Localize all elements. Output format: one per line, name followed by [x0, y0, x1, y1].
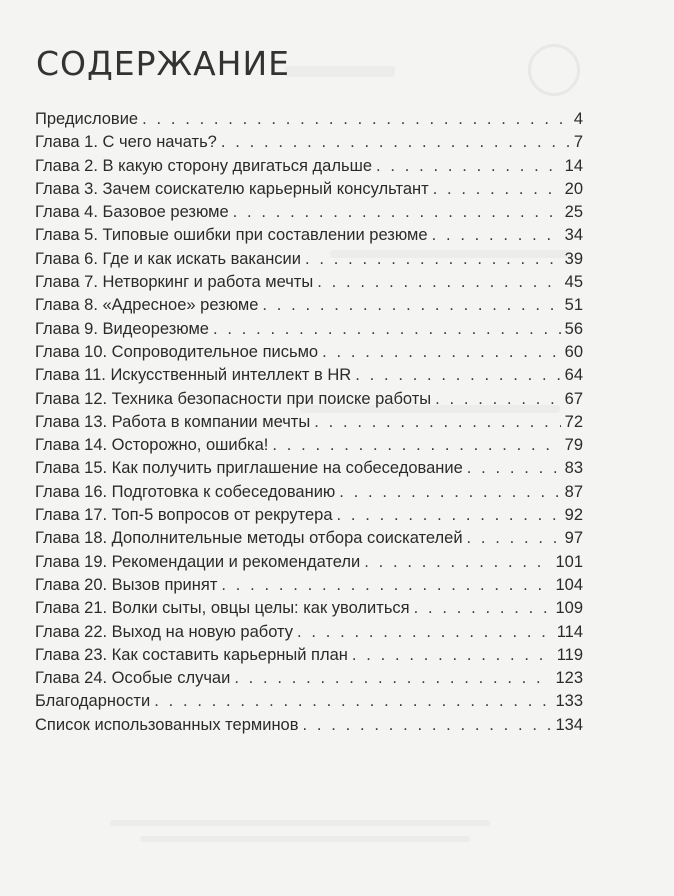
toc-entry: [35, 271, 583, 294]
toc-entry-label: Глава 12. Техника безопасности при поиске работы: [35, 389, 432, 408]
toc-entry-page-number: 87: [564, 482, 583, 501]
toc-entry-label: Глава 18. Дополнительные методы отбора соискателей: [35, 529, 463, 548]
toc-entry-label: Глава 5. Типовые ошибки при составлении резюме: [35, 226, 428, 245]
toc-entry-page-number: 114: [556, 622, 583, 641]
toc-entry-label: Глава 20. Вызов принят: [35, 575, 218, 594]
toc-entry-page-number: 45: [564, 273, 583, 292]
toc-entry: [35, 574, 583, 597]
toc-entry: [35, 155, 583, 178]
toc-entry-label: Глава 17. Топ-5 вопросов от рекрутера: [35, 506, 333, 525]
dot-leader: [432, 224, 561, 247]
toc-entry-label: Глава 15. Как получить приглашение на собеседование: [35, 459, 463, 478]
toc-entry: [35, 388, 583, 411]
toc-entry: [35, 341, 583, 364]
dot-leader: [414, 597, 552, 620]
bleed-through-circle: [528, 44, 580, 96]
toc-entry: [35, 527, 583, 550]
toc-entry-page-number: 79: [564, 436, 583, 455]
toc-entry-label: Глава 6. Где и как искать вакансии: [35, 249, 301, 268]
toc-entry: [35, 714, 583, 737]
toc-entry: [35, 224, 583, 247]
toc-entry-label: Глава 2. В какую сторону двигаться дальше: [35, 156, 373, 175]
toc-entry: [35, 667, 583, 690]
toc-entry: [35, 318, 583, 341]
toc-entry-page-number: 119: [556, 645, 583, 664]
dot-leader: [355, 364, 560, 387]
toc-entry-label: Глава 19. Рекомендации и рекомендатели: [35, 552, 361, 571]
dot-leader: [322, 341, 561, 364]
toc-entry-label: Глава 4. Базовое резюме: [35, 203, 229, 222]
dot-leader: [262, 294, 560, 317]
toc-entry-label: Глава 10. Сопроводительное письмо: [35, 342, 319, 361]
dot-leader: [364, 551, 551, 574]
toc-entry: [35, 178, 583, 201]
toc-entry-page-number: 39: [564, 249, 583, 268]
toc-entry: [35, 201, 583, 224]
toc-entry-page-number: 20: [564, 179, 583, 198]
toc-entry-label: Глава 22. Выход на новую работу: [35, 622, 294, 641]
toc-entry-label: Благодарности: [35, 692, 151, 711]
dot-leader: [154, 690, 551, 713]
toc-entry-page-number: 104: [555, 575, 583, 594]
toc-entry-page-number: 72: [564, 412, 583, 431]
dot-leader: [339, 481, 560, 504]
toc-entry-page-number: 25: [564, 203, 583, 222]
toc-entry-page-number: 14: [564, 156, 583, 175]
dot-leader: [433, 178, 561, 201]
toc-entry-page-number: 109: [555, 599, 583, 618]
dot-leader: [297, 621, 553, 644]
toc-entry-page-number: 51: [564, 296, 583, 315]
bleed-through-mark: [110, 820, 490, 826]
toc-entry-page-number: 4: [573, 110, 583, 128]
toc-entry-label: Глава 13. Работа в компании мечты: [35, 412, 311, 431]
toc-entry-page-number: 34: [564, 226, 583, 245]
toc-entry: [35, 690, 583, 713]
toc-entry-label: Глава 9. Видеорезюме: [35, 319, 209, 338]
toc-entry-label: Список использованных терминов: [35, 715, 299, 734]
toc-entry-page-number: 92: [564, 506, 583, 525]
dot-leader: [221, 574, 551, 597]
dot-leader: [317, 271, 560, 294]
page-title: СОДЕРЖАНИЕ: [36, 44, 291, 83]
toc-entry-label: Глава 1. С чего начать?: [35, 133, 217, 152]
toc-entry-page-number: 56: [564, 319, 583, 338]
toc-entry-page-number: 133: [555, 692, 583, 711]
toc-entry-page-number: 101: [555, 552, 583, 571]
dot-leader: [272, 434, 560, 457]
dot-leader: [234, 667, 551, 690]
dot-leader: [305, 248, 561, 271]
dot-leader: [467, 457, 561, 480]
toc-entry-label: Глава 21. Волки сыты, овцы целы: как уволиться: [35, 599, 410, 618]
toc-entry: [35, 551, 583, 574]
toc-entry: [35, 364, 583, 387]
dot-leader: [376, 155, 561, 178]
dot-leader: [233, 201, 561, 224]
toc-entry-page-number: 67: [564, 389, 583, 408]
toc-entry-label: Глава 23. Как составить карьерный план: [35, 645, 348, 664]
toc-entry: [35, 294, 583, 317]
dot-leader: [314, 411, 560, 434]
toc-entry-page-number: 123: [555, 669, 583, 688]
toc-entry-page-number: 7: [573, 133, 583, 152]
toc-entry: [35, 131, 583, 154]
toc-entry: [35, 248, 583, 271]
toc-entry: [35, 504, 583, 527]
dot-leader: [221, 131, 570, 154]
toc-entry-label: Глава 3. Зачем соискателю карьерный консультант: [35, 179, 429, 198]
bleed-through-mark: [140, 836, 470, 842]
toc-entry: [35, 411, 583, 434]
table-of-contents: [35, 108, 583, 737]
toc-entry-page-number: 83: [564, 459, 583, 478]
toc-entry: [35, 597, 583, 620]
dot-leader: [352, 644, 553, 667]
bleed-through-mark: [285, 66, 395, 77]
toc-entry-page-number: 64: [564, 366, 583, 385]
toc-entry-page-number: 60: [564, 342, 583, 361]
dot-leader: [303, 714, 552, 737]
toc-entry-label: Глава 8. «Адресное» резюме: [35, 296, 259, 315]
toc-entry-label: Глава 7. Нетворкинг и работа мечты: [35, 273, 314, 292]
toc-entry: [35, 621, 583, 644]
toc-entry-label: Глава 14. Осторожно, ошибка!: [35, 436, 269, 455]
toc-entry: [35, 481, 583, 504]
dot-leader: [467, 527, 561, 550]
toc-entry-page-number: 97: [564, 529, 583, 548]
toc-entry: [35, 644, 583, 667]
toc-entry-label: Предисловие: [35, 110, 139, 128]
dot-leader: [337, 504, 561, 527]
toc-entry-label: Глава 24. Особые случаи: [35, 669, 231, 688]
toc-entry: [35, 434, 583, 457]
dot-leader: [435, 388, 560, 411]
toc-entry: [35, 457, 583, 480]
toc-entry-page-number: 134: [555, 715, 583, 734]
toc-entry: [35, 108, 583, 131]
toc-entry-label: Глава 16. Подготовка к собеседованию: [35, 482, 336, 501]
dot-leader: [142, 108, 570, 131]
toc-entry-label: Глава 11. Искусственный интеллект в HR: [35, 366, 352, 385]
dot-leader: [213, 318, 561, 341]
